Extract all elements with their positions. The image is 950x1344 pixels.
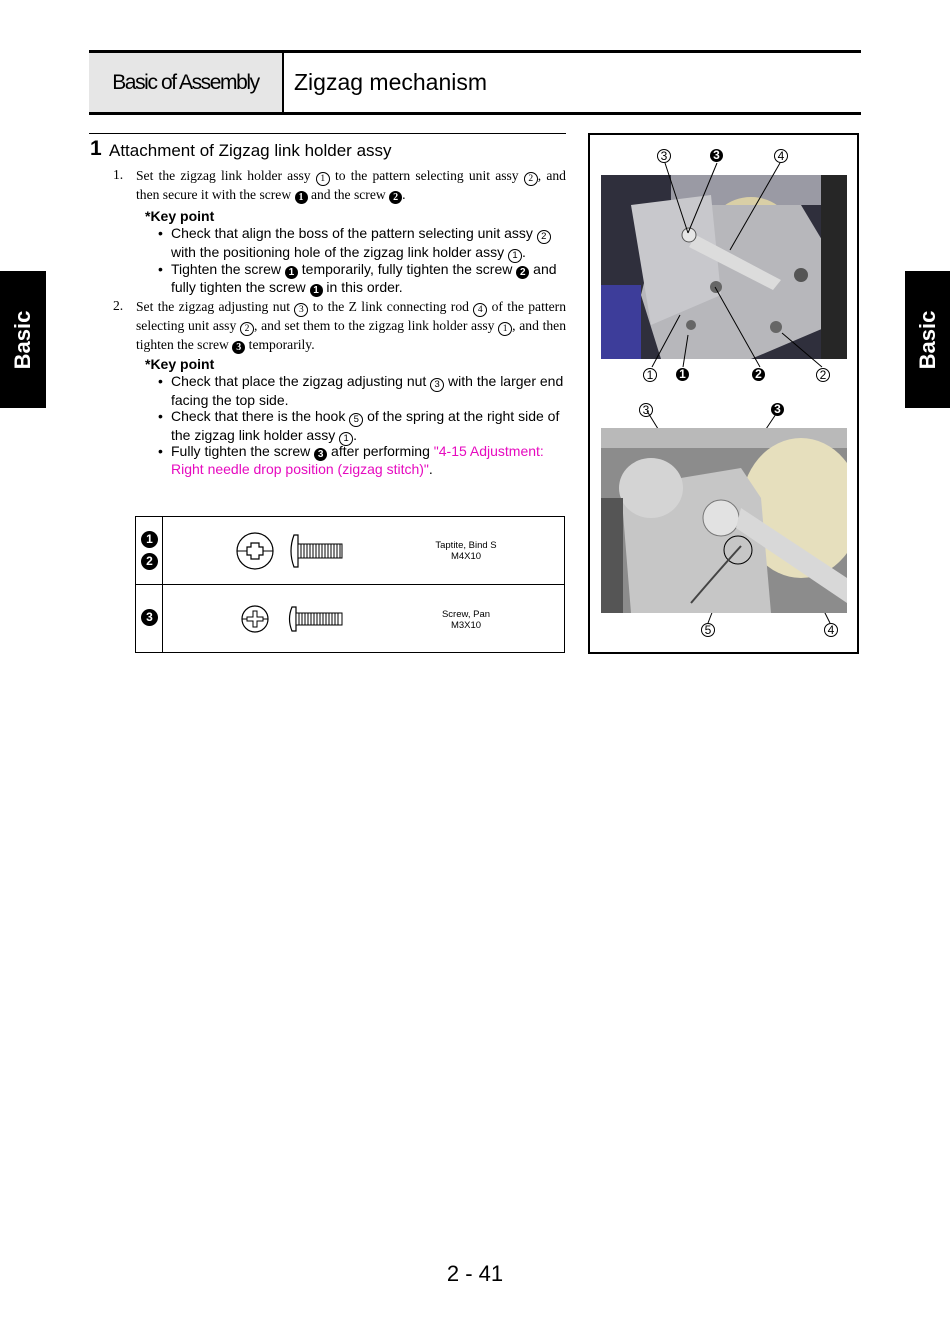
part-id-1-icon: 1: [141, 531, 158, 548]
part-1-label: [386, 540, 546, 562]
adjustment-link[interactable]: "4-15 Adjustment: Right needle drop position (zigzag stitch)": [171, 443, 544, 477]
part-2-label: [386, 609, 546, 631]
pan-screw-icon: [240, 603, 350, 635]
ref-screw-3-icon: 3: [232, 341, 245, 354]
step-1-bullet-1: • Check that align the boss of the pattern selecting unit assy 2 with the positioning hole of the zigzag link holder assy 1 .: [171, 225, 566, 263]
ref-holder-assy-icon: 1: [339, 432, 353, 446]
callout-adjusting-nut-icon: 3: [639, 403, 653, 417]
ref-hook-icon: 5: [349, 413, 363, 427]
step-2-bullet-3: • Fully tighten the screw 3 after performing "4-15 Adjustment: Right needle drop position (zigzag stitch)".: [158, 443, 544, 477]
mechanism-photo-2: [601, 428, 847, 613]
taptite-screw-icon: [234, 531, 349, 573]
callout-connecting-rod-icon: 4: [774, 149, 788, 163]
page-title: Zigzag mechanism: [294, 69, 488, 95]
callout-selecting-unit-icon: 2: [816, 368, 830, 382]
callout-holder-assy-icon: 1: [643, 368, 657, 382]
part-name: Taptite, Bind S: [435, 540, 497, 551]
table-divider: [136, 584, 564, 585]
ref-screw-1-icon: 1: [295, 191, 308, 204]
side-tab-right-label: Basic: [915, 310, 940, 369]
ref-selecting-unit-icon: 2: [240, 322, 254, 336]
key-point-heading: *Key point: [145, 208, 215, 224]
ref-screw-2-icon: 2: [516, 266, 529, 279]
side-tab-left[interactable]: [0, 271, 46, 408]
callout-screw-3-icon: 3: [710, 149, 723, 162]
callout-screw-2-icon: 2: [752, 368, 765, 381]
side-tab-left-label: Basic: [10, 310, 35, 369]
section-title: Attachment of Zigzag link holder assy: [109, 141, 392, 160]
part-name: Screw, Pan: [441, 609, 491, 620]
ref-selecting-unit-icon: 2: [524, 172, 538, 186]
ref-screw-3-icon: 3: [314, 448, 327, 461]
header-bottom-rule: [89, 112, 861, 115]
parts-table: [135, 516, 565, 653]
callout-hook-icon: 5: [701, 623, 715, 637]
page-number: 2 - 41: [446, 1261, 504, 1286]
callout-adjusting-nut-icon: 3: [657, 149, 671, 163]
step-1-number: 1.: [113, 167, 124, 182]
callout-screw-1-icon: 1: [676, 368, 689, 381]
callout-connecting-rod-icon: 4: [824, 623, 838, 637]
step-1-bullet-2: • Tighten the screw 1 temporarily, fully tighten the screw 2 and fully tighten the screw 1 in this order.: [158, 261, 557, 296]
part-id-2-icon: 2: [141, 553, 158, 570]
figure-panel: [588, 133, 859, 654]
ref-adjusting-nut-icon: 3: [294, 303, 308, 317]
step-2-text: Set the zigzag adjusting nut 3 to the Z link connecting rod 4 of the pattern selecting unit assy 2 , and set them to the zigzag link holder assy 1 , and then tighten the screw 3 temporarily.: [136, 299, 567, 353]
step-2-number: 2.: [113, 298, 124, 313]
step-1-text: Set the zigzag link holder assy 1 to the pattern selecting unit assy 2 , and then secure it with the screw 1 and the screw 2 .: [136, 168, 566, 203]
ref-screw-2-icon: 2: [389, 191, 402, 204]
part-size: M4X10: [450, 551, 482, 562]
section-rule: [89, 133, 566, 134]
callout-screw-3-icon: 3: [771, 403, 784, 416]
ref-connecting-rod-icon: 4: [473, 303, 487, 317]
ref-holder-assy-icon: 1: [498, 322, 512, 336]
step-2-bullet-1: • Check that place the zigzag adjusting nut 3 with the larger end facing the top side.: [158, 373, 564, 408]
ref-selecting-unit-icon: 2: [537, 230, 551, 244]
ref-holder-assy-icon: 1: [316, 172, 330, 186]
ref-adjusting-nut-icon: 3: [430, 378, 444, 392]
header-category: Basic of Assembly: [89, 53, 282, 112]
part-size: M3X10: [450, 620, 482, 631]
section-number: 1: [90, 137, 102, 160]
ref-holder-assy-icon: 1: [508, 249, 522, 263]
key-point-heading: *Key point: [145, 356, 215, 372]
ref-screw-1-icon: 1: [285, 266, 298, 279]
side-tab-right[interactable]: [905, 271, 950, 408]
step-2-bullet-2: • Check that there is the hook 5 of the spring at the right side of the zigzag link holder assy 1 .: [158, 408, 560, 444]
ref-screw-1-icon: 1: [310, 284, 323, 297]
part-id-3-icon: 3: [141, 609, 158, 626]
header-divider: [282, 53, 284, 112]
